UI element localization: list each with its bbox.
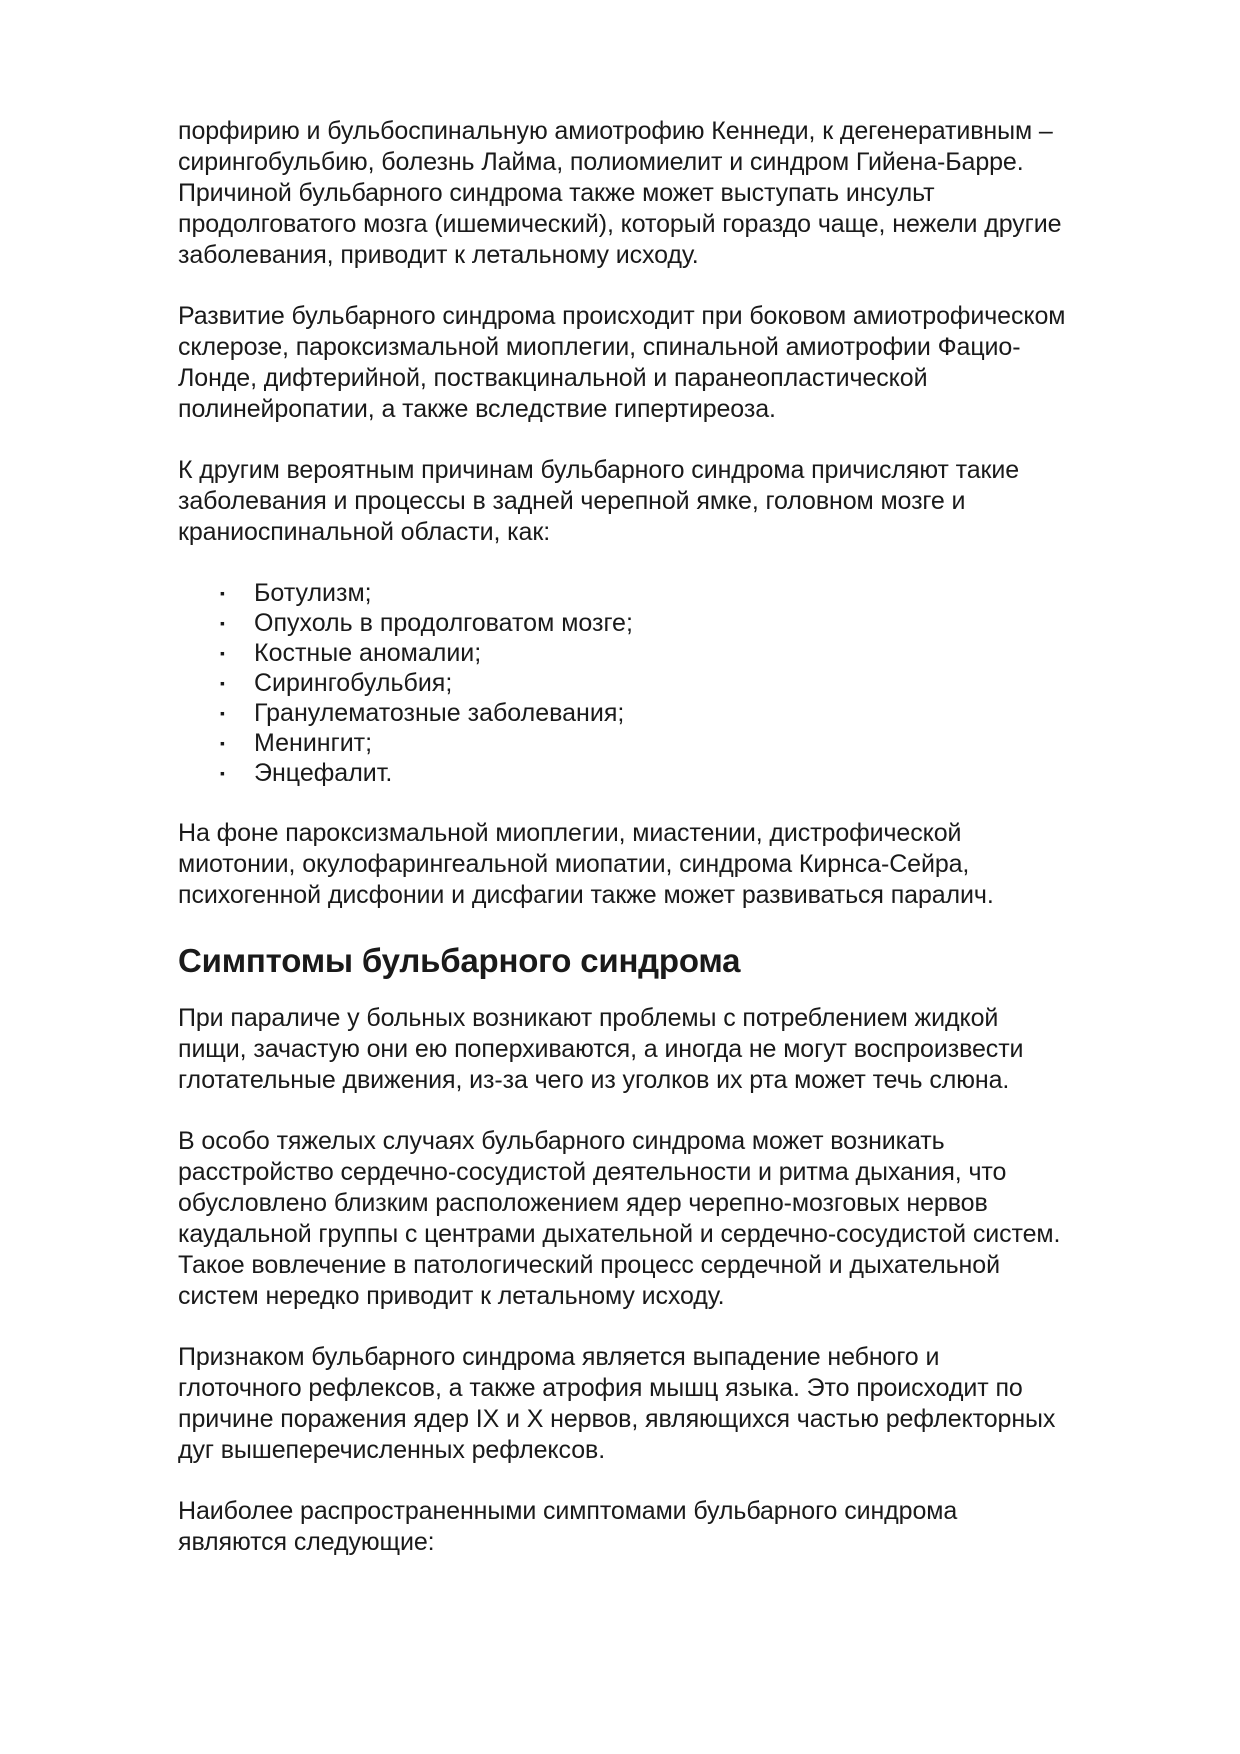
text-line: психогенной дисфонии и дисфагии также может развиваться паралич. — [178, 881, 994, 909]
text-line: краниоспинальной области, как: — [178, 518, 551, 546]
list-item — [178, 638, 1168, 668]
text-line: Наиболее распространенными симптомами бульбарного синдрома — [178, 1497, 958, 1525]
text-line: полинейропатии, а также вследствие гипертиреоза. — [178, 395, 776, 423]
bullet-icon: ▪ — [220, 615, 225, 631]
text-line: систем нередко приводит к летальному исходу. — [178, 1282, 725, 1310]
text-line: К другим вероятным причинам бульбарного синдрома причисляют такие — [178, 456, 1019, 484]
list-item-text: Менингит; — [254, 729, 373, 757]
list-item-text: Сирингобульбия; — [254, 669, 453, 697]
text-line: Причиной бульбарного синдрома также может выступать инсульт — [178, 179, 935, 207]
list-item-text: Костные аномалии; — [254, 639, 482, 667]
text-line: На фоне пароксизмальной миоплегии, миастении, дистрофической — [178, 819, 962, 847]
text-line: заболевания и процессы в задней черепной ямке, головном мозге и — [178, 487, 966, 515]
text-line: сирингобульбию, болезнь Лайма, полиомиелит и синдром Гийена-Барре. — [178, 148, 1024, 176]
list-item-text: Опухоль в продолговатом мозге; — [254, 609, 633, 637]
text-line: расстройство сердечно-сосудистой деятельности и ритма дыхания, что — [178, 1158, 1007, 1186]
document-page — [178, 116, 1168, 1588]
text-line: глотательные движения, из-за чего из уголков их рта может течь слюна. — [178, 1066, 1010, 1094]
list-item — [178, 608, 1168, 638]
text-line: являются следующие: — [178, 1528, 435, 1556]
list-item-text: Энцефалит. — [254, 759, 393, 787]
text-line: заболевания, приводит к летальному исходу. — [178, 241, 699, 269]
text-line: Признаком бульбарного синдрома является выпадение небного и — [178, 1343, 940, 1371]
text-line: Развитие бульбарного синдрома происходит при боковом амиотрофическом — [178, 302, 1066, 330]
section-heading: Симптомы бульбарного синдрома — [178, 942, 741, 979]
paragraph-causes-2 — [178, 301, 1168, 425]
list-item — [178, 758, 1168, 788]
text-line: дуг вышеперечисленных рефлексов. — [178, 1436, 606, 1464]
paragraph-causes-1 — [178, 116, 1168, 271]
paragraph-causes-intro — [178, 455, 1168, 548]
text-line: пищи, зачастую они ею поперхиваются, а иногда не могут воспроизвести — [178, 1035, 1024, 1063]
text-line: порфирию и бульбоспинальную амиотрофию Кеннеди, к дегенеративным – — [178, 117, 1053, 145]
text-line: В особо тяжелых случаях бульбарного синдрома может возникать — [178, 1127, 945, 1155]
list-item-text: Ботулизм; — [254, 579, 372, 607]
paragraph-symptoms-3 — [178, 1342, 1168, 1466]
list-item — [178, 578, 1168, 608]
bullet-icon: ▪ — [220, 705, 225, 721]
text-line: причине поражения ядер IX и X нервов, являющихся частью рефлекторных — [178, 1405, 1056, 1433]
text-line: При параличе у больных возникают проблемы с потреблением жидкой — [178, 1004, 999, 1032]
text-line: продолговатого мозга (ишемический), который гораздо чаще, нежели другие — [178, 210, 1062, 238]
bullet-icon: ▪ — [220, 585, 225, 601]
text-line: Лонде, дифтерийной, поствакцинальной и паранеопластической — [178, 364, 928, 392]
text-line: обусловлено близким расположением ядер черепно-мозговых нервов — [178, 1189, 988, 1217]
list-item — [178, 728, 1168, 758]
list-item — [178, 668, 1168, 698]
text-line: каудальной группы с центрами дыхательной и сердечно-сосудистой систем. — [178, 1220, 1061, 1248]
bullet-icon: ▪ — [220, 675, 225, 691]
text-line: Такое вовлечение в патологический процесс сердечной и дыхательной — [178, 1251, 1000, 1279]
causes-list — [178, 578, 1168, 788]
paragraph-symptoms-2 — [178, 1126, 1168, 1312]
text-line: миотонии, окулофарингеальной миопатии, синдрома Кирнса-Сейра, — [178, 850, 970, 878]
bullet-icon: ▪ — [220, 645, 225, 661]
bullet-icon: ▪ — [220, 765, 225, 781]
bullet-icon: ▪ — [220, 735, 225, 751]
text-line: склерозе, пароксизмальной миоплегии, спинальной амиотрофии Фацио- — [178, 333, 1021, 361]
paragraph-symptoms-1 — [178, 1003, 1168, 1096]
paragraph-paralysis — [178, 818, 1168, 911]
list-item — [178, 698, 1168, 728]
text-line: глоточного рефлексов, а также атрофия мышц языка. Это происходит по — [178, 1374, 1023, 1402]
paragraph-symptoms-4 — [178, 1496, 1168, 1558]
list-item-text: Гранулематозные заболевания; — [254, 699, 625, 727]
